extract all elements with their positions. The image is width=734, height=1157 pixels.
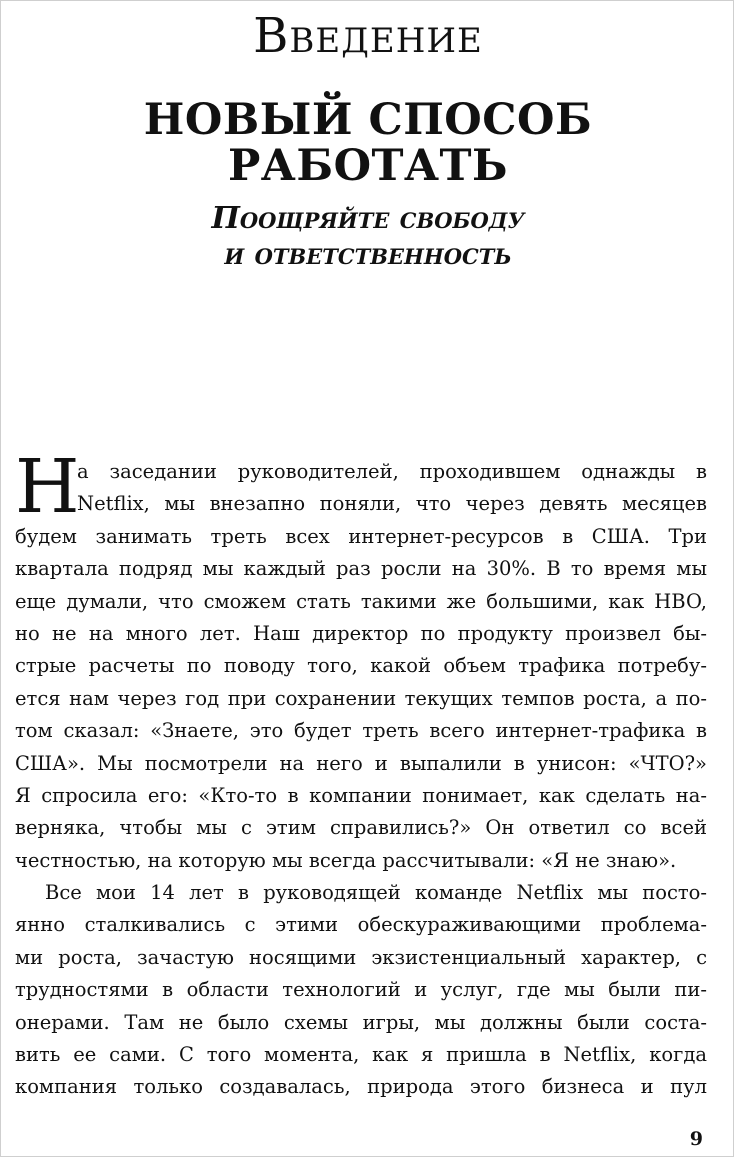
text-line: а заседании руководителей, проходившем однажды в bbox=[77, 460, 707, 483]
chapter-title-line-1: НОВЫЙ СПОСОБ bbox=[143, 95, 593, 145]
text-line: квартала подряд мы каждый раз росли на 30%. В то время мы bbox=[15, 557, 707, 581]
drop-cap: Н bbox=[15, 444, 80, 530]
text-line: честностью, на которую мы всегда рассчитывали: «Я не знаю». bbox=[15, 848, 677, 872]
chapter-title bbox=[1, 97, 734, 189]
text-line: том сказал: «Знаете, это будет треть всего интернет-трафика в bbox=[15, 719, 707, 743]
chapter-label: Введение bbox=[253, 8, 483, 64]
text-line: стрые расчеты по поводу того, какой объем трафика потребу- bbox=[15, 654, 707, 678]
page-number: 9 bbox=[689, 1128, 703, 1150]
text-line: ется нам через год при сохранении текущих темпов роста, а по- bbox=[15, 686, 707, 710]
text-line: США». Мы посмотрели на него и выпалили в унисон: «ЧТО?» bbox=[15, 751, 707, 775]
text-line: янно сталкивались с этими обескураживающими проблема- bbox=[15, 913, 707, 937]
text-line: но не на много лет. Наш директор по продукту произвел бы- bbox=[15, 621, 707, 645]
text-line: Все мои 14 лет в руководящей команде Netflix мы посто- bbox=[45, 881, 707, 905]
chapter-subtitle-line-1: Поощряйте свободу bbox=[211, 201, 525, 236]
text-line: верняка, чтобы мы с этим справились?» Он ответил со всей bbox=[15, 816, 707, 840]
text-line: компания только создавалась, природа этого бизнеса и пул bbox=[15, 1075, 707, 1099]
text-line: вить ее сами. С того момента, как я пришла в Netflix, когда bbox=[15, 1043, 707, 1067]
text-line: будем занимать треть всех интернет-ресурсов в США. Три bbox=[15, 524, 707, 548]
text-line: ми роста, зачастую носящими экзистенциальный характер, с bbox=[15, 945, 707, 969]
text-line: трудностями в области технологий и услуг, где мы были пи- bbox=[15, 978, 707, 1002]
body-text bbox=[15, 456, 707, 1104]
text-line: еще думали, что сможем стать такими же большими, как HBO, bbox=[15, 589, 707, 613]
chapter-title-line-2: РАБОТАТЬ bbox=[227, 141, 509, 191]
text-line: Я спросила его: «Кто-то в компании понимает, как сделать на- bbox=[15, 783, 707, 807]
chapter-subtitle-line-2: и ответственность bbox=[224, 237, 512, 272]
chapter-subtitle bbox=[1, 201, 734, 273]
text-line: Netflix, мы внезапно поняли, что через девять месяцев bbox=[77, 492, 707, 516]
text-line: онерами. Там не было схемы игры, мы должны были состa- bbox=[15, 1010, 707, 1034]
